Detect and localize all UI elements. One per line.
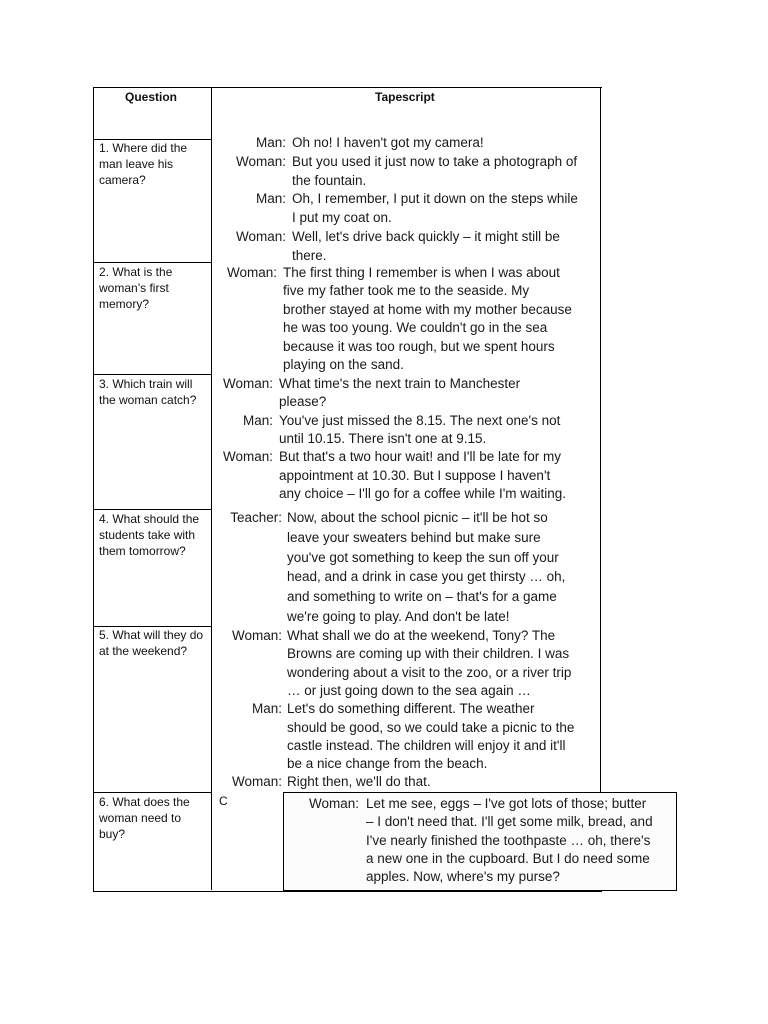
speaker-label: Teacher:: [230, 510, 282, 525]
speaker-label: Woman:: [235, 153, 286, 169]
tapescript-line: any choice – I'll go for a coffee while I'm waiting.: [279, 485, 567, 501]
tapescript-line: five my father took me to the seaside. My: [283, 283, 530, 299]
tapescript-line: leave your sweaters behind but make sure: [287, 529, 541, 545]
tapescript-line: Let me see, eggs – I've got lots of those; butter: [366, 796, 647, 811]
question-3: 3. Which train will the woman catch?: [99, 377, 197, 407]
answer-mark: C: [219, 794, 228, 808]
tapescript-line: we're going to play. And don't be late!: [287, 609, 510, 624]
tapescript-line: the fountain.: [292, 172, 367, 188]
tapescript-line: Oh, I remember, I put it down on the steps while: [292, 191, 578, 207]
question-6: 6. What does the woman need to buy?: [99, 795, 190, 841]
tapescript-line: You've just missed the 8.15. The next one's not: [279, 412, 561, 428]
speaker-label: Man:: [255, 135, 286, 150]
speaker-label: Man:: [242, 412, 273, 428]
tapescript-line: there.: [292, 247, 327, 263]
tapescript-line: head, and a drink in case you get thirsty … oh,: [287, 569, 566, 585]
tapescript-line: What shall we do at the weekend, Tony? The: [287, 628, 556, 643]
tapescript-line: he was too young. We couldn't go in the sea: [283, 320, 548, 336]
question-5: 5. What will they do at the weekend?: [99, 628, 204, 658]
tapescript-line: a new one in the cupboard. But I do need some: [366, 850, 650, 866]
tapescript-line: Browns are coming up with their children. I was: [287, 646, 570, 662]
speaker-label: Woman:: [226, 265, 277, 280]
header-tapescript: Tapescript: [375, 90, 435, 104]
row-divider: [93, 262, 212, 263]
tapescript-line: The first thing I remember is when I was about: [283, 265, 560, 280]
speaker-label: Woman:: [222, 449, 273, 465]
question-4: 4. What should the students take with them tomorrow?: [99, 512, 200, 558]
speaker-label: Man:: [251, 701, 282, 717]
row-divider: [93, 792, 212, 793]
tapescript-line: I put my coat on.: [292, 210, 392, 226]
tapescript-line: you've got something to keep the sun off your: [287, 549, 559, 565]
tapescript-line: Right then, we'll do that.: [287, 774, 431, 790]
tapescript-line: wondering about a visit to the zoo, or a river trip: [287, 664, 572, 680]
tapescript-line: apples. Now, where's my purse?: [366, 869, 560, 885]
tapescript-line: Let's do something different. The weather: [287, 701, 535, 717]
tapescript-line: What time's the next train to Manchester: [279, 376, 521, 391]
question-1: 1. Where did the man leave his camera?: [99, 141, 188, 187]
tapescript-line: until 10.15. There isn't one at 9.15.: [279, 430, 487, 446]
column-divider: [211, 87, 212, 890]
row-divider: [93, 374, 212, 375]
header-question: Question: [125, 90, 178, 104]
tapescript-line: … or just going down to the sea again …: [287, 682, 531, 698]
tapescript-line: because it was too rough, but we spent hours: [283, 338, 555, 354]
row-divider: [93, 509, 212, 510]
speaker-label: Woman:: [231, 774, 282, 790]
speaker-label: Woman:: [222, 376, 273, 391]
tapescript-line: be a nice change from the beach.: [287, 756, 488, 772]
tapescript-line: brother stayed at home with my mother because: [283, 301, 572, 317]
speaker-label: Man:: [255, 191, 286, 207]
speaker-label: Woman:: [235, 229, 286, 244]
tapescript-line: and something to write on – that's for a game: [287, 589, 557, 605]
tapescript-line: But that's a two hour wait! and I'll be late for my: [279, 449, 562, 465]
tapescript-line: please?: [279, 394, 327, 410]
tapescript-line: Well, let's drive back quickly – it might still be: [292, 229, 560, 244]
tapescript-line: playing on the sand.: [283, 357, 404, 372]
tapescript-line: I've nearly finished the toothpaste … oh, there's: [366, 832, 651, 848]
tapescript-line: – I don't need that. I'll get some milk, bread, and: [366, 814, 653, 830]
tapescript-line: But you used it just now to take a photograph of: [292, 153, 578, 169]
tapescript-line: castle instead. The children will enjoy it and it'll: [287, 737, 566, 753]
table-right-border: [600, 87, 601, 792]
tapescript-line: Oh no! I haven't got my camera!: [292, 135, 484, 150]
tapescript-line: appointment at 10.30. But I suppose I haven't: [279, 467, 551, 483]
question-2: 2. What is the woman’s first memory?: [99, 265, 173, 311]
speaker-label: Woman:: [231, 628, 282, 643]
tapescript-line: Now, about the school picnic – it'll be hot so: [287, 510, 548, 525]
tapescript-line: should be good, so we could take a picnic to the: [287, 719, 575, 735]
speaker-label: Woman:: [308, 796, 359, 811]
